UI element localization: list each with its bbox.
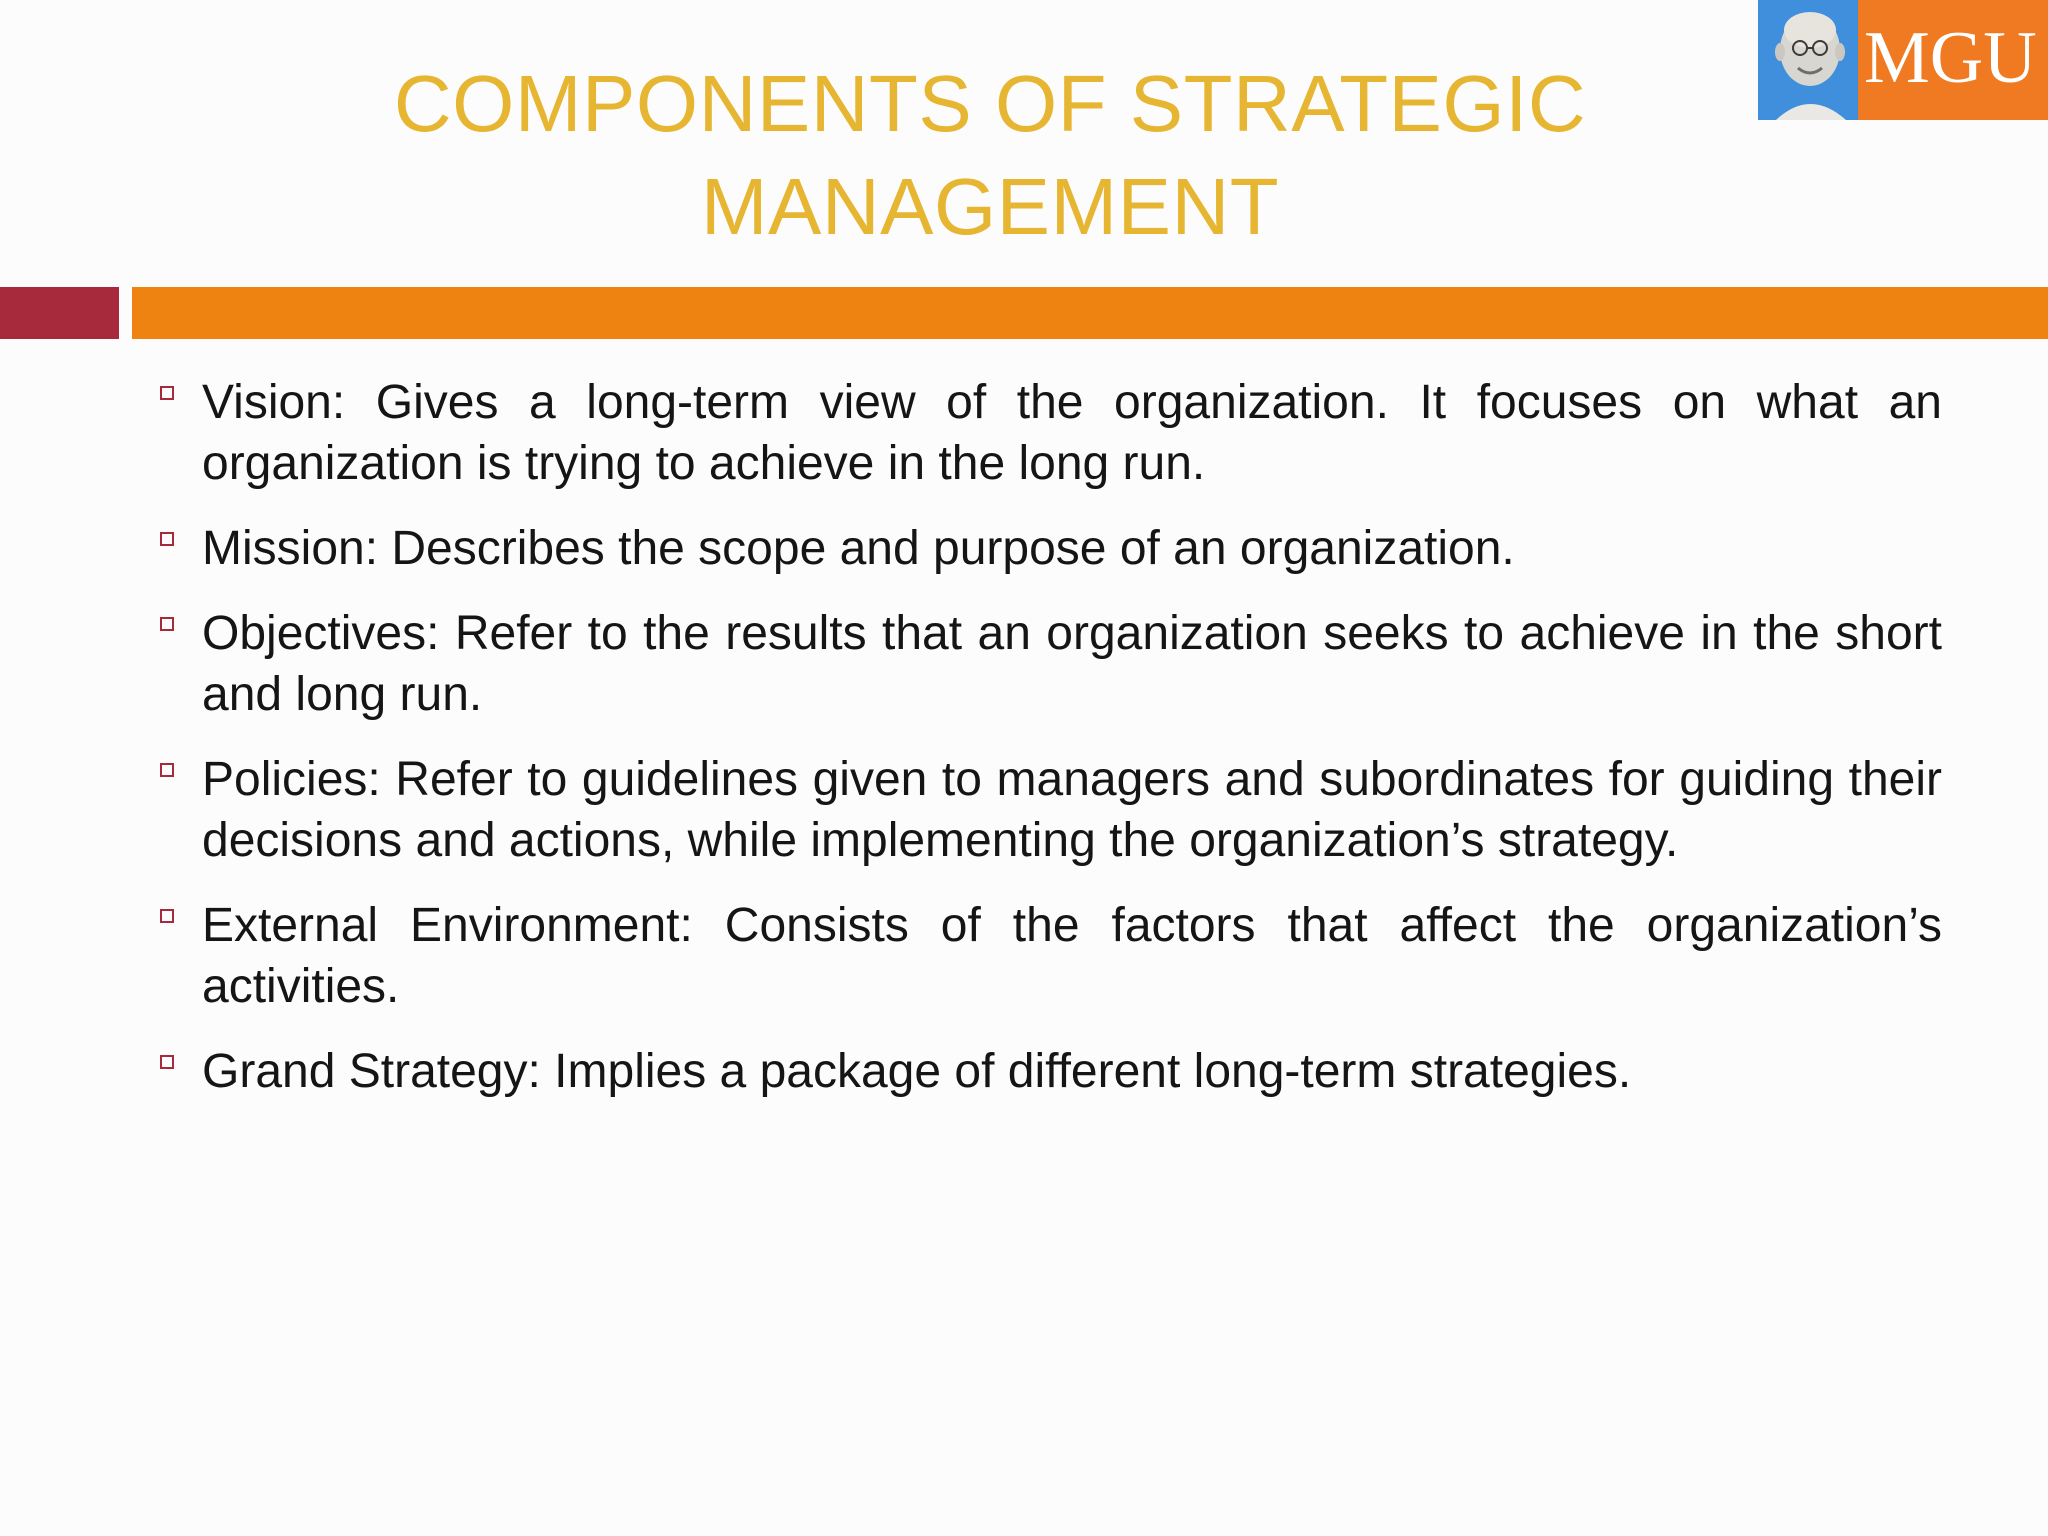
square-bullet-icon [160, 909, 174, 923]
list-item-text: External Environment: Consists of the factors that affect the organization’s activities. [202, 899, 1942, 1013]
portrait-icon [1758, 0, 1858, 120]
list-item [160, 372, 1942, 494]
square-bullet-icon [160, 532, 174, 546]
accent-bar-red [0, 287, 119, 339]
square-bullet-icon [160, 763, 174, 777]
square-bullet-icon [160, 386, 174, 400]
list-item [160, 1041, 1942, 1102]
list-item [160, 603, 1942, 725]
slide-title-line-1: COMPONENTS OF STRATEGIC [393, 59, 1587, 148]
bullet-list [160, 372, 1942, 1126]
list-item [160, 749, 1942, 871]
accent-bar-orange [132, 287, 2048, 339]
square-bullet-icon [160, 617, 174, 631]
slide-title-line-2: MANAGEMENT [700, 162, 1280, 251]
list-item-text: Objectives: Refer to the results that an organization seeks to achieve in the short and long run. [202, 607, 1942, 721]
mgu-logo [1758, 0, 2048, 120]
portrait-illustration [1758, 0, 1858, 120]
list-item-text: Mission: Describes the scope and purpose of an organization. [202, 522, 1515, 575]
list-item-text: Grand Strategy: Implies a package of different long-term strategies. [202, 1045, 1632, 1098]
list-item-text: Vision: Gives a long-term view of the organization. It focuses on what an organization is trying to achieve in the long run. [202, 376, 1942, 490]
list-item [160, 518, 1942, 579]
slide-title [280, 52, 1700, 258]
list-item-text: Policies: Refer to guidelines given to managers and subordinates for guiding their decisions and actions, while implementing the organization’s strategy. [202, 753, 1942, 867]
logo-text: MGU [1864, 17, 2037, 99]
list-item [160, 895, 1942, 1017]
square-bullet-icon [160, 1055, 174, 1069]
